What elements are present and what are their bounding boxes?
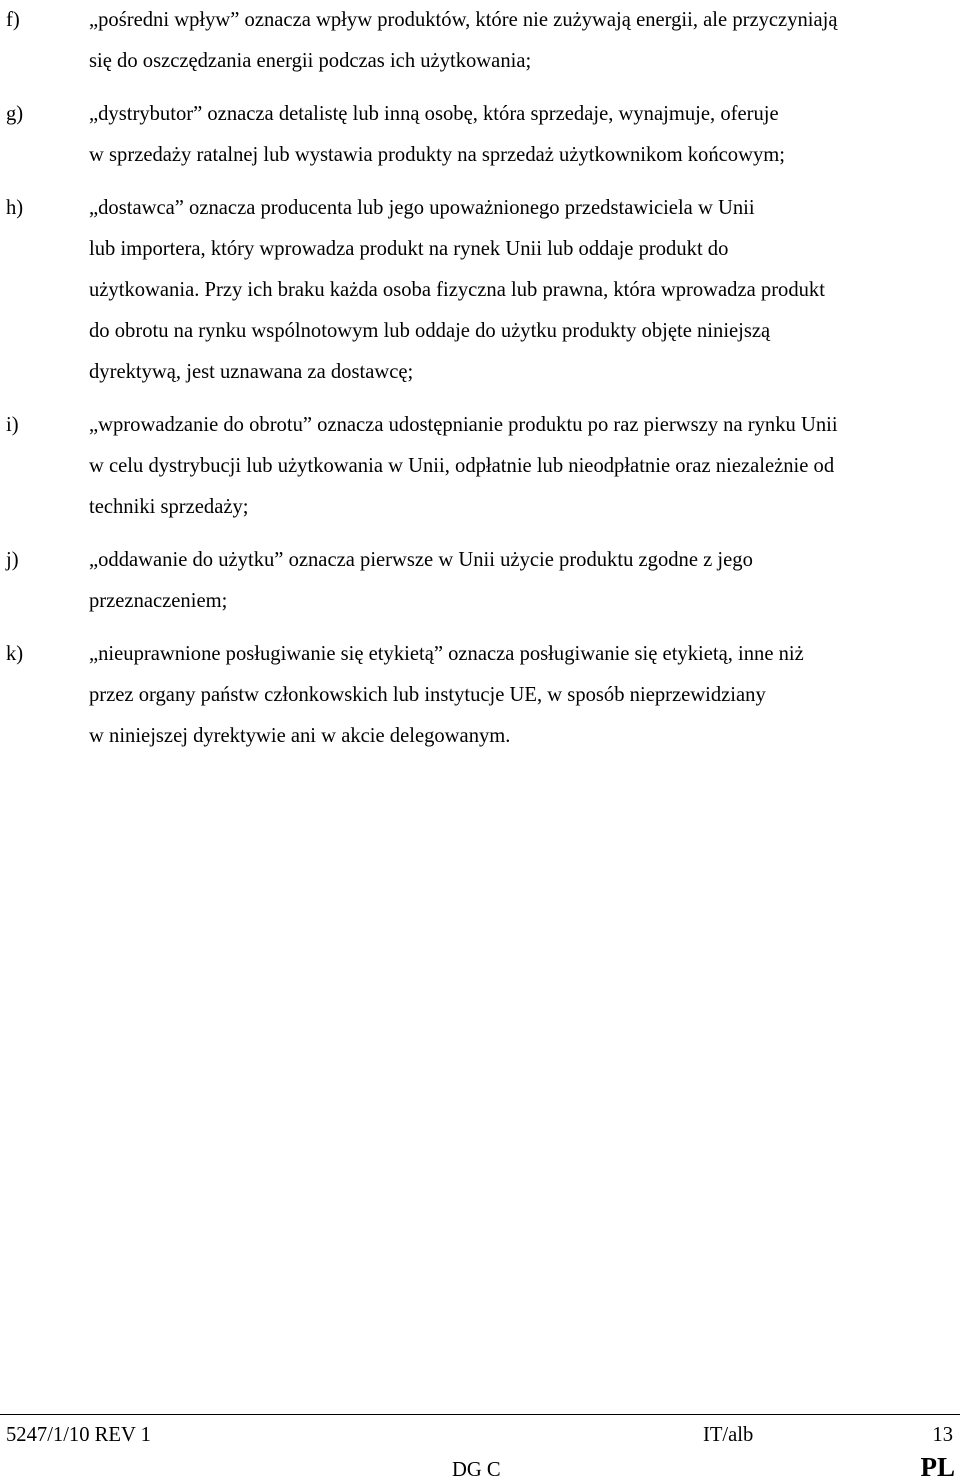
text-line: w celu dystrybucji lub użytkowania w Unii, odpłatnie lub nieodpłatnie oraz niezależnie od xyxy=(89,455,835,477)
text-line: dyrektywą, jest uznawana za dostawcę; xyxy=(89,361,414,383)
definition-item-i xyxy=(6,405,956,528)
text-line: do obrotu na rynku wspólnotowym lub oddaje do użytku produkty objęte niniejszą xyxy=(89,320,771,342)
definition-item-h xyxy=(6,188,956,393)
text-line: „dostawca” oznacza producenta lub jego upoważnionego przedstawiciela w Unii xyxy=(89,197,755,219)
footer-divider xyxy=(0,1414,960,1415)
footer-language-code: PL xyxy=(920,1452,955,1482)
footer-directorate: DG C xyxy=(452,1459,501,1481)
item-marker: k) xyxy=(6,643,24,665)
item-text xyxy=(89,405,959,528)
footer-page-number: 13 xyxy=(932,1424,953,1446)
item-marker: i) xyxy=(6,414,19,436)
text-line: „pośredni wpływ” oznacza wpływ produktów, które nie zużywają energii, ale przyczyniają xyxy=(89,9,838,31)
text-line: techniki sprzedaży; xyxy=(89,496,249,518)
item-text xyxy=(89,634,959,757)
definition-item-f xyxy=(6,0,956,82)
text-line: przeznaczeniem; xyxy=(89,590,228,612)
text-line: „oddawanie do użytku” oznacza pierwsze w Unii użycie produktu zgodne z jego xyxy=(89,549,753,571)
text-line: „wprowadzanie do obrotu” oznacza udostępnianie produktu po raz pierwszy na rynku Unii xyxy=(89,414,838,436)
item-marker: f) xyxy=(6,9,20,31)
item-text xyxy=(89,540,959,622)
text-line: w sprzedaży ratalnej lub wystawia produkty na sprzedaż użytkownikom końcowym; xyxy=(89,144,785,166)
item-marker: g) xyxy=(6,103,24,125)
footer-author-code: IT/alb xyxy=(703,1424,754,1446)
item-text xyxy=(89,94,959,176)
item-text xyxy=(89,188,959,393)
text-line: się do oszczędzania energii podczas ich użytkowania; xyxy=(89,50,532,72)
text-line: lub importera, który wprowadza produkt na rynek Unii lub oddaje produkt do xyxy=(89,238,729,260)
definition-item-j xyxy=(6,540,956,622)
definition-item-k xyxy=(6,634,956,757)
item-marker: h) xyxy=(6,197,24,219)
definition-item-g xyxy=(6,94,956,176)
text-line: przez organy państw członkowskich lub instytucje UE, w sposób nieprzewidziany xyxy=(89,684,766,706)
text-line: „dystrybutor” oznacza detalistę lub inną osobę, która sprzedaje, wynajmuje, oferuje xyxy=(89,103,779,125)
item-text xyxy=(89,0,959,82)
text-line: w niniejszej dyrektywie ani w akcie delegowanym. xyxy=(89,725,511,747)
text-line: „nieuprawnione posługiwanie się etykietą” oznacza posługiwanie się etykietą, inne niż xyxy=(89,643,804,665)
item-marker: j) xyxy=(6,549,19,571)
footer-document-reference: 5247/1/10 REV 1 xyxy=(6,1424,151,1446)
text-line: użytkowania. Przy ich braku każda osoba fizyczna lub prawna, która wprowadza produkt xyxy=(89,279,825,301)
definitions-list xyxy=(6,0,956,769)
